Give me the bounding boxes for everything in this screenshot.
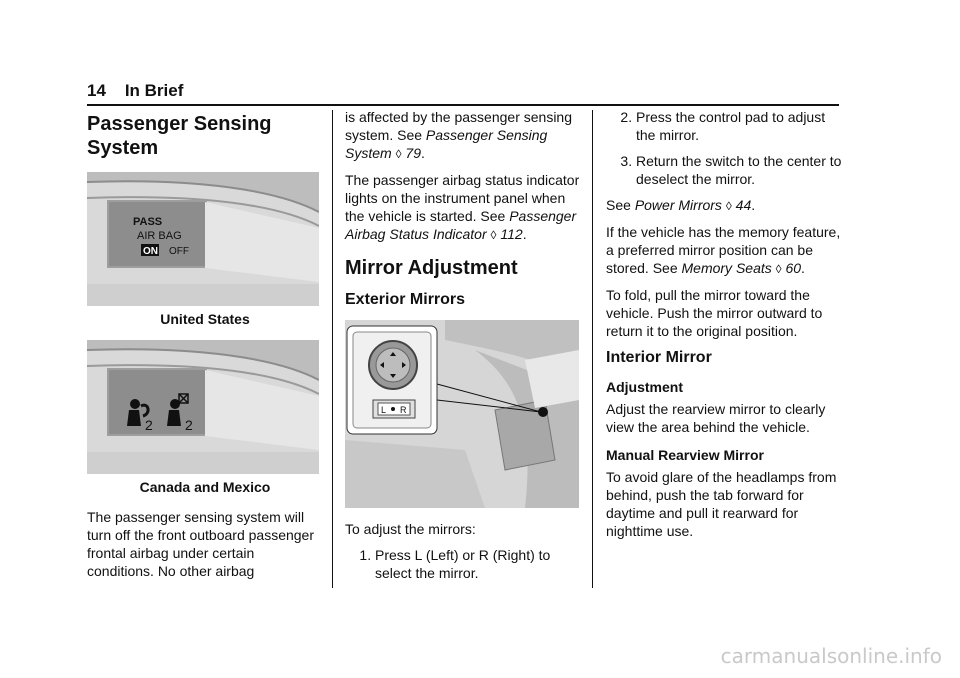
page-symbol: ◊ xyxy=(490,228,497,242)
body-paragraph: Adjust the rearview mirror to clearly view the area behind the vehicle. xyxy=(606,401,826,435)
body-paragraph: See Power Mirrors ◊ 44. xyxy=(606,197,756,213)
page-reference[interactable]: 60 xyxy=(785,260,802,276)
page-symbol: ◊ xyxy=(725,199,732,213)
subsection-heading: Exterior Mirrors xyxy=(345,291,466,308)
watermark: carmanualsonline.info xyxy=(720,644,942,668)
body-paragraph: To adjust the mirrors: xyxy=(345,521,476,537)
body-paragraph: To fold, pull the mirror toward the vehicle. Push the mirror outward to return it to the original position. xyxy=(606,287,823,339)
page-reference[interactable]: 112 xyxy=(500,226,523,242)
step-list xyxy=(606,108,842,188)
column-3 xyxy=(606,108,842,548)
step-item: 2. Press the control pad to adjust the mirror. xyxy=(636,108,842,144)
cross-reference-link[interactable]: Passenger Airbag Status Indicator xyxy=(345,208,577,242)
cross-reference-link[interactable]: Passenger Sensing System xyxy=(345,127,548,161)
step-item: 1. Press L (Left) or R (Right) to select the mirror. xyxy=(375,546,581,582)
subsubsection-heading: Adjustment xyxy=(606,379,683,395)
section-heading: Mirror Adjustment xyxy=(345,257,518,279)
airbag-indicator-us-figure xyxy=(87,172,319,306)
svg-text:2: 2 xyxy=(145,417,153,433)
airbag-indicator-canada-mexico-figure xyxy=(87,340,319,474)
airbag-label: AIR BAG xyxy=(137,230,182,242)
page-reference[interactable]: 44 xyxy=(735,197,752,213)
page-symbol: ◊ xyxy=(395,147,402,161)
header-rule xyxy=(87,104,839,106)
step-item: 3. Return the switch to the center to deselect the mirror. xyxy=(636,152,842,188)
body-paragraph: The passenger airbag status indicator lights on the instrument panel when the vehicle is started. See Passenger Airbag Status Indicator ◊ 112. xyxy=(345,172,580,242)
subsection-heading: Interior Mirror xyxy=(606,349,712,366)
svg-text:2: 2 xyxy=(185,417,193,433)
page-symbol: ◊ xyxy=(775,262,782,276)
cross-reference-link[interactable]: Power Mirrors xyxy=(634,197,722,213)
column-2 xyxy=(345,108,581,590)
body-paragraph: The passenger sensing system will turn off the front outboard passenger frontal airbag under certain conditions. No other airbag xyxy=(87,509,315,579)
cross-reference-link[interactable]: Memory Seats xyxy=(681,260,772,276)
column-divider xyxy=(592,110,593,588)
page-header xyxy=(87,80,839,102)
body-paragraph: is affected by the passenger sensing system. See Passenger Sensing System ◊ 79. xyxy=(345,109,573,161)
section-heading: Passenger Sensing System xyxy=(87,113,272,159)
section-title: In Brief xyxy=(124,81,184,100)
exterior-mirror-control-figure xyxy=(345,320,579,508)
page-number: 14 xyxy=(87,81,106,100)
page-reference[interactable]: 79 xyxy=(405,145,421,161)
step-list xyxy=(345,546,581,582)
on-label: ON xyxy=(143,246,158,257)
column-1 xyxy=(87,108,323,588)
figure-caption: Canada and Mexico xyxy=(139,479,271,495)
off-label: OFF xyxy=(169,246,189,257)
pass-label: PASS xyxy=(133,216,163,228)
body-paragraph: To avoid glare of the headlamps from behind, push the tab forward for daytime and pull it rearward for nighttime use. xyxy=(606,469,837,539)
switch-l-label: L xyxy=(381,405,387,415)
subsubsection-heading: Manual Rearview Mirror xyxy=(606,447,764,463)
column-divider xyxy=(332,110,333,588)
figure-caption: United States xyxy=(160,311,250,327)
body-paragraph: If the vehicle has the memory feature, a preferred mirror position can be stored. See Memory Seats ◊ 60. xyxy=(606,224,841,276)
switch-r-label: R xyxy=(400,405,407,415)
